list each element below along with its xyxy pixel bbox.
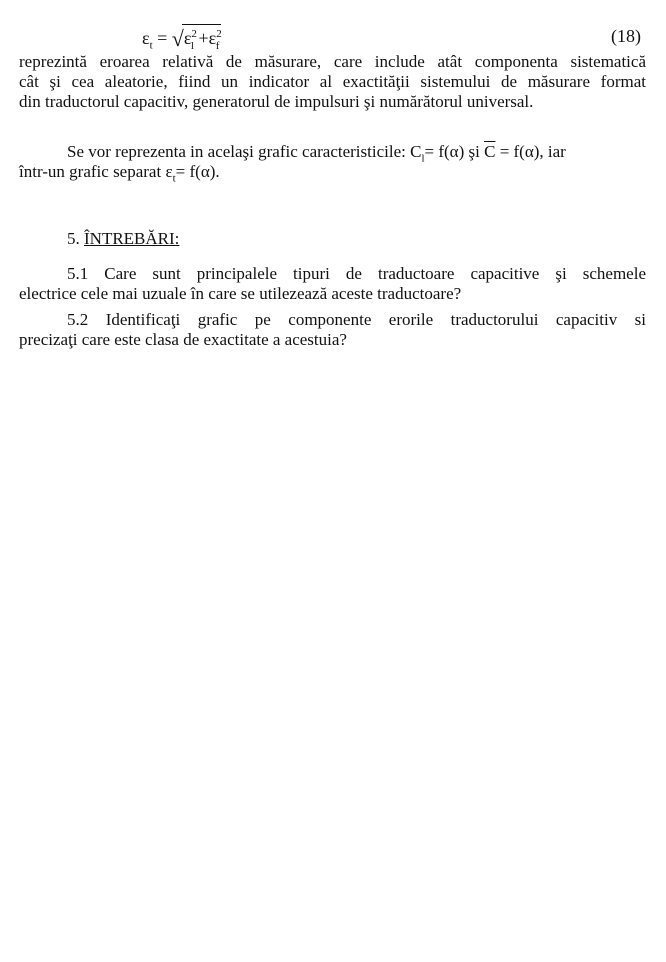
section-title: ÎNTREBĂRI:: [84, 229, 180, 248]
section-number: 5.: [67, 229, 80, 248]
question-line: 5.1 Care sunt principalele tipuri de traductoare capacitive şi schemele: [67, 264, 646, 283]
eq-term1: ε: [183, 28, 192, 48]
instr-seg-a: [67, 142, 566, 165]
paragraph-error-definition: [19, 52, 646, 112]
question-line: 5.2 Identificaţi grafic pe componente erorile traductorului capacitiv si: [67, 310, 646, 329]
eq-term1-sub: l: [190, 39, 194, 52]
instr-c-bar: $\overline{C}$: [484, 142, 496, 161]
paragraph-line: [19, 142, 646, 165]
paragraph-line: reprezintă eroarea relativă de măsurare, care include atât componenta sistematică: [19, 52, 646, 71]
question-5-1: [19, 264, 646, 304]
question-line: precizaţi care este clasa de exactitate a acestuia?: [19, 330, 347, 349]
eq-equals: =: [157, 28, 168, 48]
question-line: electrice cele mai uzuale în care se utilezează aceste traductoare?: [19, 284, 462, 303]
eq-term2-sup: 2: [216, 28, 222, 40]
equation-number: (18): [611, 26, 641, 46]
question-5-2: [19, 310, 646, 350]
eq-plus: +: [198, 28, 209, 48]
instr-text-4: într-un grafic separat ε: [19, 162, 173, 181]
sqrt-content: [182, 24, 222, 55]
eq-lhs-sub: t: [149, 39, 153, 52]
instr-text-2: = f(α) şi: [424, 142, 485, 161]
equation-row: [0, 20, 666, 52]
eq-lhs: ε: [142, 28, 150, 48]
paragraph-graph-instructions: [19, 142, 646, 185]
paragraph-line: cât şi cea aleatorie, fiind un indicator al exactităţii sistemului de măsurare format: [19, 72, 646, 91]
section-heading: [67, 229, 179, 249]
eq-term1-sup: 2: [191, 28, 197, 40]
eq-term2: ε: [208, 28, 217, 48]
paragraph-line: din traductorul capacitiv, generatorul de impulsuri şi numărătorul universal.: [19, 92, 534, 111]
instr-text-3: = f(α), iar: [495, 142, 566, 161]
sqrt-sign: √: [171, 26, 184, 51]
equation-18: [142, 24, 221, 56]
instr-text-5: = f(α).: [175, 162, 220, 181]
eq-term2-sub: f: [215, 39, 220, 52]
instr-text-1: Se vor reprezenta in acelaşi grafic caracteristicile: C: [67, 142, 422, 161]
paragraph-line: [19, 162, 646, 185]
instr-sub-l: l: [421, 152, 425, 165]
instr-sub-t: t: [172, 172, 176, 185]
